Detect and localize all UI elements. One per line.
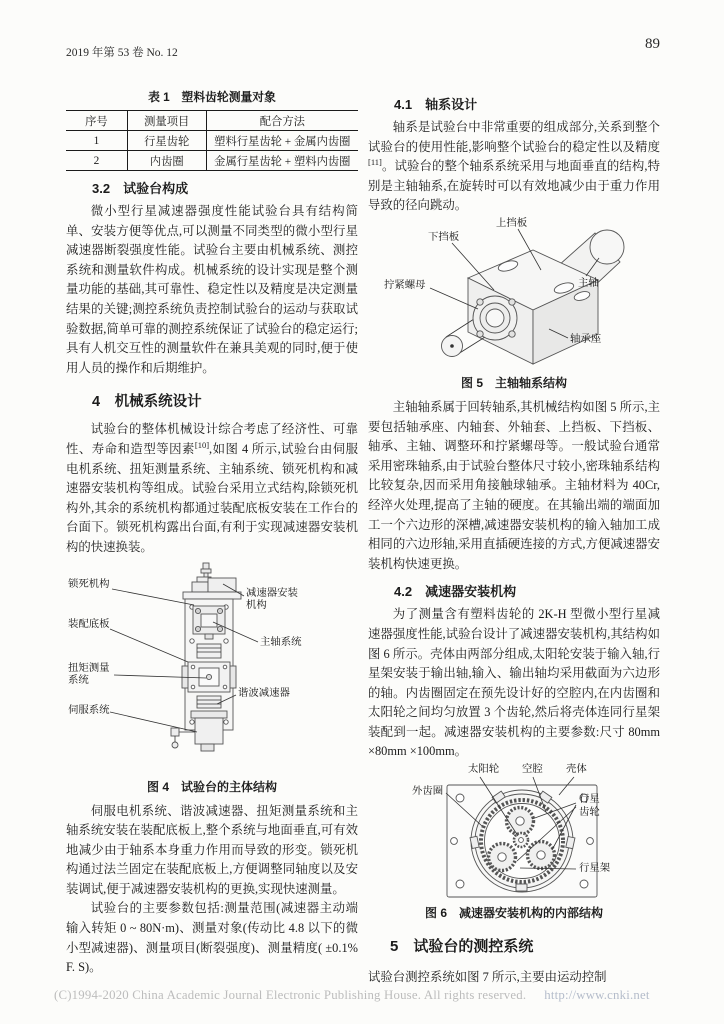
fig4-label-spindle: 主轴系统	[260, 636, 302, 648]
table-cell: 行星齿轮	[127, 131, 206, 151]
copyright-text: (C)1994-2020 China Academic Journal Electronic Publishing House. All rights reserved.	[54, 988, 527, 1002]
figure-4-test-stand-drawing	[66, 562, 358, 774]
figure-6-drawing	[368, 764, 660, 900]
fig5-label-lock-nut: 拧紧螺母	[384, 279, 426, 291]
right-column	[368, 84, 660, 988]
paragraph-after-fig4: 伺服电机系统、谐波减速器、扭矩测量系统和主轴系统安装在装配底板上,整个系统与地面垂直,可有效地减少由于轴系本身重力作用而导致的形变。锁死机构通过法兰固定在装配底板上,方便调整同轴度以及安装调试,便于减速器安装机构的更换,实现快速测量。	[66, 803, 358, 896]
journal-volume-info: 2019 年第 53 卷 No. 12	[66, 47, 178, 59]
fig4-label-lock: 锁死机构	[68, 578, 110, 590]
table-header-cell: 配合方法	[206, 111, 358, 131]
paragraph-4-text: ,如图 4 所示,试验台由伺服电机系统、扭矩测量系统、主轴系统、锁死机构和减速器安装机构等组成。试验台采用立式结构,除锁死机构外,其余的系统机构都通过装配底板安装在工作台的台面下。锁死机构露出台面,有利于实现减速器安装机构的快速换装。	[66, 441, 358, 554]
table-cell: 塑料行星齿轮 + 金属内齿圈	[206, 131, 358, 151]
paragraph-4-text: 试验台的整体机械设计综合考虑了经济性、可靠性、寿命和造型等因素	[66, 422, 358, 456]
table-cell: 2	[66, 151, 127, 171]
fig4-label-harmonic: 谐波减速器	[238, 687, 290, 699]
fig6-label-planet-gears: 行星齿轮	[579, 794, 600, 818]
fig6-label-planet-carrier: 行星架	[579, 863, 611, 875]
fig6-label-outer-ring: 外齿圈	[412, 786, 444, 798]
table1-caption: 表 1 塑料齿轮测量对象	[148, 90, 276, 104]
figure-5-spindle-drawing	[368, 218, 660, 370]
table1	[66, 110, 358, 171]
fig6-label-cavity: 空腔	[522, 764, 543, 776]
paragraph-parameters: 试验台的主要参数包括:测量范围(减速器主动端输入转矩 0 ~ 80N·m)、测量对象(传动比 4.8 以下的微小型减速器)、测量项目(断裂强度)、测量精度( ±0.1% F. S)。	[66, 901, 358, 975]
table-cell: 1	[66, 131, 127, 151]
heading-4-2: 4.2 减速器安装机构	[394, 584, 517, 600]
paragraph-5: 试验台测控系统如图 7 所示,主要由运动控制	[368, 970, 607, 985]
figure-5-caption: 图 5 主轴轴系结构	[460, 375, 567, 390]
paragraph-after-fig5: 主轴轴系属于回转轴系,其机械结构如图 5 所示,主要包括轴承座、内轴套、外轴套、上挡板、下挡板、轴承、主轴、调整环和拧紧螺母等。一般试验台通常采用密珠轴系,由于试验台整体尺寸较小,密珠轴系结构比较复杂,因而采用角接触球轴承。主轴材料为 40Cr,经淬火处理,提高了主轴的硬度。在其输出端的端面加工一个六边形的深槽,减速器安装机构的输入轴加工成相同的六边形轴,采用直插硬连接的方式,方便减速器安装机构快速更换。	[368, 399, 660, 571]
cnki-url: http://www.cnki.net	[544, 988, 650, 1002]
citation-ref: [10]	[194, 439, 210, 450]
figure-5-drawing	[368, 218, 660, 370]
fig5-label-spindle: 主轴	[578, 277, 599, 289]
fig5-label-bearing-seat: 轴承座	[570, 333, 602, 345]
heading-4-1: 4.1 轴系设计	[394, 97, 478, 112]
page-number: 89	[645, 36, 660, 52]
table-row	[66, 151, 358, 171]
citation-ref: [11]	[368, 157, 382, 168]
table-header-cell: 序号	[66, 111, 127, 131]
fig4-label-reducer-mount: 减速器安装机构	[246, 587, 298, 611]
heading-5: 5 试验台的测控系统	[390, 938, 534, 956]
paragraph-4-1-text: 轴系是试验台中非常重要的组成部分,关系到整个试验台的使用性能,影响整个试验台的稳定性以及精度	[368, 120, 660, 154]
table-header-cell: 测量项目	[127, 111, 206, 131]
figure-4-caption: 图 4 试验台的主体结构	[146, 779, 277, 794]
table-cell: 金属行星齿轮 + 塑料内齿圈	[214, 155, 351, 168]
table-row	[66, 131, 358, 151]
fig5-label-upper-plate: 上挡板	[496, 217, 528, 229]
figure-6-caption: 图 6 减速器安装机构的内部结构	[424, 906, 603, 921]
fig6-label-sun-gear: 太阳轮	[468, 764, 500, 776]
paragraph-4-1-text: 。试验台的整个轴系系统采用与地面垂直的结构,特别是主轴轴系,在旋转时可以有效地减少由于重力作用导致的径向跳动。	[368, 159, 660, 213]
figure-6-reducer-mount-drawing	[368, 764, 660, 900]
heading-3-2: 3.2 试验台构成	[92, 181, 189, 196]
paragraph-4	[66, 420, 358, 557]
paragraph-4-1	[368, 118, 660, 216]
footer-copyright	[54, 988, 714, 1003]
heading-4: 4 机械系统设计	[92, 394, 202, 411]
fig4-label-servo: 伺服系统	[68, 704, 110, 716]
table-cell: 内齿圈	[127, 151, 206, 171]
left-column	[66, 84, 358, 978]
paragraph-4-2: 为了测量含有塑料齿轮的 2K-H 型微小型行星减速器强度性能,试验台设计了减速器安装机构,其结构如图 6 所示。壳体由两部分组成,太阳轮安装于输入轴,行星架安装于输出轴,输入、输出轴均采用截面为六边形的轴。内齿圈固定在预先设计好的空腔内,在内齿圈和太阳轮之间均匀放置 3 个齿轮,然后将壳体连同行星架装配到一起。减速器安装机构的主要参数:尺寸 80mm ×80mm ×100mm。	[368, 607, 660, 759]
fig4-label-base-plate: 装配底板	[68, 618, 110, 630]
paragraph-3-2: 微小型行星减速器强度性能试验台具有结构简单、安装方便等优点,可以测量不同类型的微小型行星减速器断裂强度性能。试验台主要由机械系统、测控系统和测量软件构成。机械系统的设计实现是整个测量功能的基础,其可靠性、稳定性以及精度是决定测量结果的关键;测控系统负责控制试验台的运动与获取试验数据,简单可靠的测控系统保证了试验台的稳定运行;具有人机交互性的测量软件在兼具美观的同时,便于使用人员的操作和后期维护。	[66, 204, 358, 375]
fig4-label-torque: 扭矩测量系统	[68, 662, 110, 686]
fig5-label-lower-plate: 下挡板	[428, 231, 460, 243]
table-header-row	[66, 111, 358, 131]
fig6-label-shell: 壳体	[566, 764, 587, 776]
